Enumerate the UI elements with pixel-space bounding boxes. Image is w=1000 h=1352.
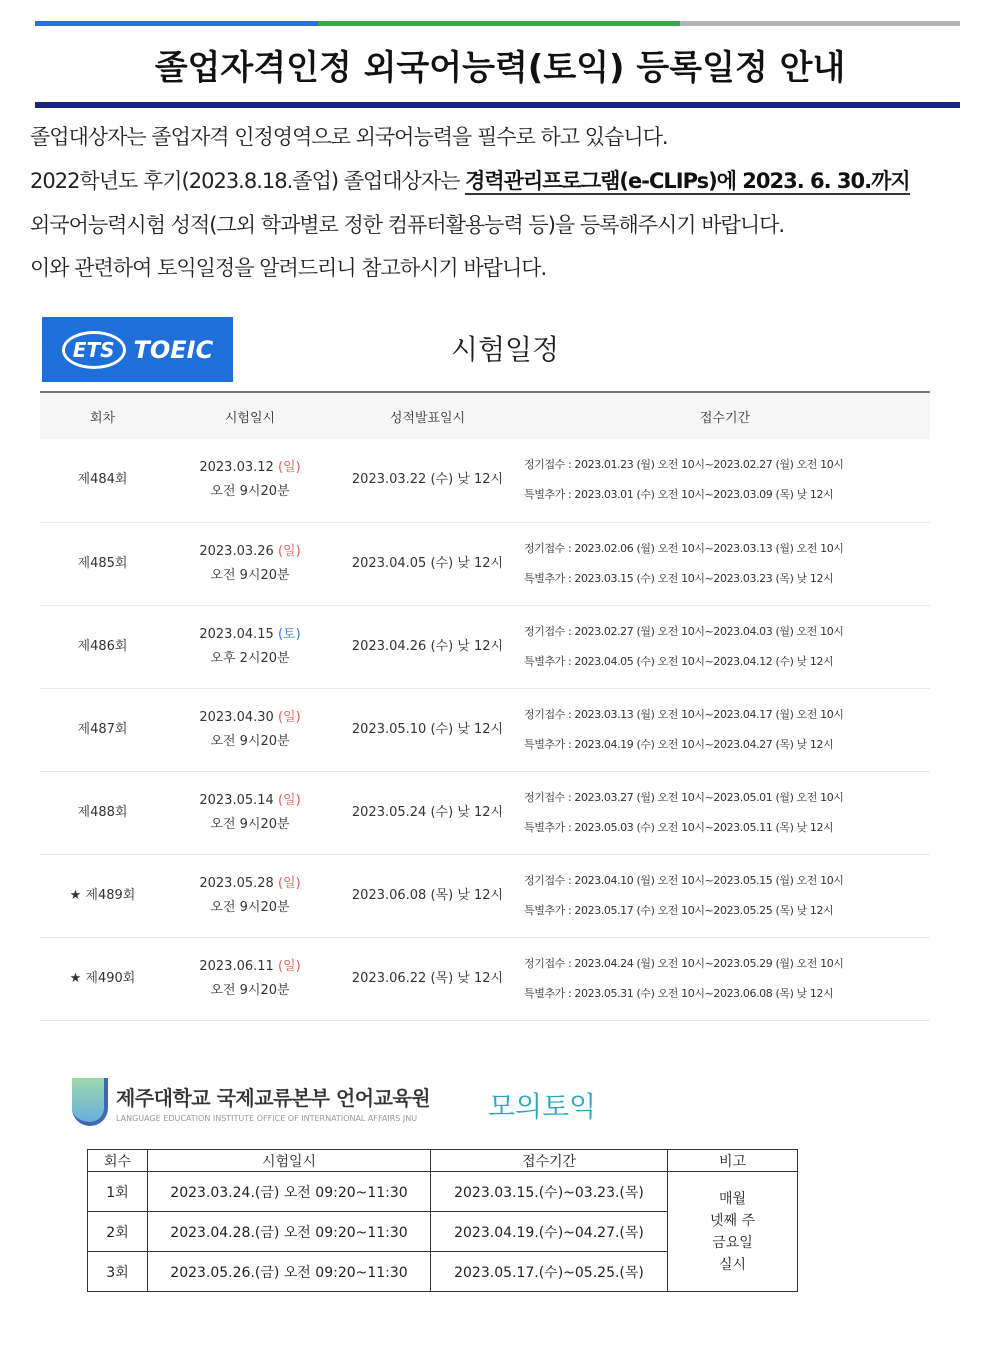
registration-cell <box>520 439 930 522</box>
header-exam-date: 시험일시 <box>148 1150 431 1172</box>
header-round: 회수 <box>88 1150 148 1172</box>
exam-date: 2023.06.11 <box>199 958 274 974</box>
round: 제485회 <box>40 522 165 605</box>
round: 제488회 <box>40 771 165 854</box>
exam-date: 2023.04.15 <box>199 626 274 642</box>
header-result-date: 성적발표일시 <box>335 392 520 439</box>
registration-period: 2023.05.17.(수)~05.25.(목) <box>431 1252 668 1292</box>
day-of-week: (토) <box>277 626 301 642</box>
round: 1회 <box>88 1172 148 1212</box>
special-registration: 특별추가 : 2023.05.31 (수) 오전 10시~2023.06.08 (목) 낮 12시 <box>524 986 834 1000</box>
note-line: 실시 <box>718 1256 747 1273</box>
mock-toeic-heading: 모의토익 <box>488 1090 597 1123</box>
intro-line-2-text: 2022학년도 후기(2023.8.18.졸업) 졸업대상자는 <box>30 169 466 193</box>
exam-date: 2023.03.24.(금) 오전 09:20~11:30 <box>148 1172 431 1212</box>
result-date: 2023.05.24 (수) 낮 12시 <box>335 771 520 854</box>
result-date: 2023.05.10 (수) 낮 12시 <box>335 688 520 771</box>
title-divider <box>35 102 960 108</box>
regular-registration: 정기접수 : 2023.04.10 (월) 오전 10시~2023.05.15 (월) 오전 10시 <box>524 873 844 887</box>
exam-time: 오전 9시20분 <box>210 567 290 583</box>
org-name-en: LANGUAGE EDUCATION INSTITUTE OFFICE OF INTERNATIONAL AFFAIRS JNU <box>116 1113 418 1123</box>
special-registration: 특별추가 : 2023.04.05 (수) 오전 10시~2023.04.12 (수) 낮 12시 <box>524 654 834 668</box>
table-row <box>40 522 930 605</box>
table-row <box>40 771 930 854</box>
special-registration: 특별추가 : 2023.03.01 (수) 오전 10시~2023.03.09 (목) 낮 12시 <box>524 488 834 502</box>
round: 2회 <box>88 1212 148 1252</box>
org-name: 제주대학교 국제교류본부 언어교육원 <box>116 1085 431 1110</box>
special-registration: 특별추가 : 2023.03.15 (수) 오전 10시~2023.03.23 (목) 낮 12시 <box>524 571 834 585</box>
exam-date-cell <box>165 937 335 1020</box>
exam-date-cell <box>165 439 335 522</box>
registration-cell <box>520 522 930 605</box>
deadline-highlight: 경력관리프로그램(e-CLIPs)에 2023. 6. 30.까지 <box>465 169 910 193</box>
round: 제484회 <box>40 439 165 522</box>
exam-time: 오전 9시20분 <box>210 899 290 915</box>
schedule-heading: 시험일정 <box>450 333 560 366</box>
header-registration: 접수기간 <box>520 392 930 439</box>
table-row <box>40 439 930 522</box>
exam-date-cell <box>165 771 335 854</box>
exam-time: 오전 9시20분 <box>210 484 290 500</box>
result-date: 2023.03.22 (수) 낮 12시 <box>335 439 520 522</box>
intro-line-2 <box>30 166 970 196</box>
day-of-week: (일) <box>277 460 301 476</box>
top-color-bar <box>35 21 960 26</box>
exam-time: 오후 2시20분 <box>210 650 290 666</box>
exam-date-cell <box>165 605 335 688</box>
registration-cell <box>520 688 930 771</box>
registration-cell <box>520 854 930 937</box>
page-title: 졸업자격인정 외국어능력(토익) 등록일정 안내 <box>154 48 846 88</box>
regular-registration: 정기접수 : 2023.04.24 (월) 오전 10시~2023.05.29 (월) 오전 10시 <box>524 956 844 970</box>
exam-date: 2023.03.26 <box>199 543 274 559</box>
day-of-week: (일) <box>277 543 301 559</box>
mock-toeic-table <box>87 1149 798 1292</box>
round: 제487회 <box>40 688 165 771</box>
table-row <box>88 1172 798 1212</box>
exam-time: 오전 9시20분 <box>210 733 290 749</box>
note-cell <box>668 1172 798 1292</box>
regular-registration: 정기접수 : 2023.03.27 (월) 오전 10시~2023.05.01 (월) 오전 10시 <box>524 790 844 804</box>
note-line: 넷째 주 <box>709 1212 756 1229</box>
result-date: 2023.04.05 (수) 낮 12시 <box>335 522 520 605</box>
regular-registration: 정기접수 : 2023.02.06 (월) 오전 10시~2023.03.13 (월) 오전 10시 <box>524 541 844 555</box>
intro-line-3: 외국어능력시험 성적(그외 학과별로 정한 컴퓨터활용능력 등)을 등록해주시기 바랍니다. <box>30 213 785 237</box>
exam-date: 2023.05.28 <box>199 875 274 891</box>
round: 3회 <box>88 1252 148 1292</box>
exam-time: 오전 9시20분 <box>210 982 290 998</box>
regular-registration: 정기접수 : 2023.02.27 (월) 오전 10시~2023.04.03 (월) 오전 10시 <box>524 624 844 638</box>
special-registration: 특별추가 : 2023.05.03 (수) 오전 10시~2023.05.11 (목) 낮 12시 <box>524 820 834 834</box>
result-date: 2023.06.22 (목) 낮 12시 <box>335 937 520 1020</box>
table-row <box>40 688 930 771</box>
regular-registration: 정기접수 : 2023.01.23 (월) 오전 10시~2023.02.27 (월) 오전 10시 <box>524 458 844 472</box>
toeic-logo-text: TOEIC <box>133 335 214 364</box>
round: 제486회 <box>40 605 165 688</box>
note-line: 금요일 <box>712 1234 753 1251</box>
ets-logo-text: ETS <box>62 331 126 369</box>
exam-time: 오전 9시20분 <box>210 816 290 832</box>
table-row <box>40 605 930 688</box>
special-registration: 특별추가 : 2023.04.19 (수) 오전 10시~2023.04.27 (목) 낮 12시 <box>524 737 834 751</box>
result-date: 2023.06.08 (목) 낮 12시 <box>335 854 520 937</box>
round: ★ 제489회 <box>40 854 165 937</box>
day-of-week: (일) <box>277 958 301 974</box>
registration-cell <box>520 771 930 854</box>
ets-toeic-logo <box>42 317 233 382</box>
exam-date-cell <box>165 854 335 937</box>
header-round: 회차 <box>40 392 165 439</box>
exam-date-cell <box>165 522 335 605</box>
exam-date-cell <box>165 688 335 771</box>
header-registration: 접수기간 <box>431 1150 668 1172</box>
day-of-week: (일) <box>277 875 301 891</box>
exam-date: 2023.03.12 <box>199 460 274 476</box>
day-of-week: (일) <box>277 792 301 808</box>
jnu-emblem-icon <box>72 1078 108 1126</box>
header-note: 비고 <box>668 1150 798 1172</box>
table-row <box>40 854 930 937</box>
registration-cell <box>520 605 930 688</box>
registration-cell <box>520 937 930 1020</box>
special-registration: 특별추가 : 2023.05.17 (수) 오전 10시~2023.05.25 (목) 낮 12시 <box>524 903 834 917</box>
round: ★ 제490회 <box>40 937 165 1020</box>
intro-line-4: 이와 관련하여 토익일정을 알려드리니 참고하시기 바랍니다. <box>30 256 547 280</box>
header-exam-date: 시험일시 <box>165 392 335 439</box>
exam-date: 2023.04.30 <box>199 709 274 725</box>
exam-date: 2023.05.26.(금) 오전 09:20~11:30 <box>148 1252 431 1292</box>
exam-date: 2023.04.28.(금) 오전 09:20~11:30 <box>148 1212 431 1252</box>
exam-date: 2023.05.14 <box>199 792 274 808</box>
toeic-schedule-table <box>40 391 930 1021</box>
result-date: 2023.04.26 (수) 낮 12시 <box>335 605 520 688</box>
registration-period: 2023.03.15.(수)~03.23.(목) <box>431 1172 668 1212</box>
intro-line-1: 졸업대상자는 졸업자격 인정영역으로 외국어능력을 필수로 하고 있습니다. <box>30 125 668 149</box>
regular-registration: 정기접수 : 2023.03.13 (월) 오전 10시~2023.04.17 (월) 오전 10시 <box>524 707 844 721</box>
registration-period: 2023.04.19.(수)~04.27.(목) <box>431 1212 668 1252</box>
table-row <box>40 937 930 1020</box>
jnu-logo <box>72 1078 472 1126</box>
day-of-week: (일) <box>277 709 301 725</box>
note-line: 매월 <box>718 1190 747 1207</box>
